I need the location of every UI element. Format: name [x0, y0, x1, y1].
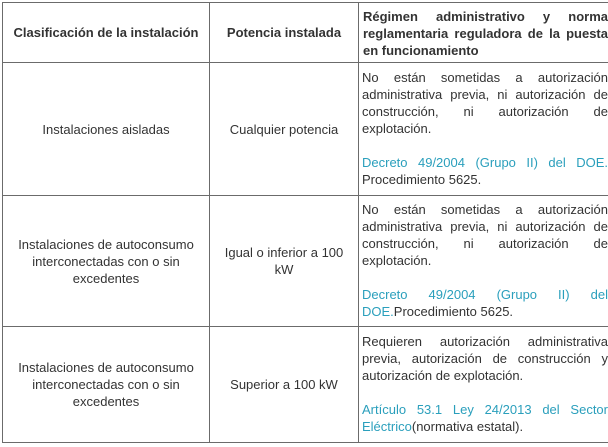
row-norma [362, 401, 608, 435]
row-clasificacion: Instalaciones de autoconsumo interconectadas con o sin excedentes [3, 196, 210, 327]
row-regimen: Requieren autorización administrativa previa, autorización de construcción y autorización de explotación. [362, 333, 608, 383]
norma-text: Procedimiento 5625. [393, 303, 514, 319]
header-potencia: Potencia instalada [210, 3, 359, 63]
row-norma [362, 286, 608, 320]
row-potencia: Cualquier potencia [210, 63, 359, 196]
row-potencia: Igual o inferior a 100 kW [210, 196, 359, 327]
table-row [3, 327, 608, 443]
row-regimen: No están sometidas a autorización administrativa previa, ni autorización de construcción, ni autorización de explotación. [362, 69, 608, 136]
norma-link[interactable]: Artículo 53.1 Ley 24/2013 del Sector Eléctrico [362, 401, 608, 434]
header-clasificacion: Clasificación de la instalación [3, 3, 210, 63]
norma-link[interactable]: Decreto 49/2004 (Grupo II) del DOE. [362, 154, 608, 170]
row-clasificacion: Instalaciones de autoconsumo interconectadas con o sin excedentes [3, 327, 210, 443]
norma-link[interactable]: Decreto 49/2004 (Grupo II) del DOE. [362, 286, 608, 319]
row-regimen-cell [359, 196, 608, 327]
table-row [3, 196, 608, 327]
row-regimen-cell [359, 327, 608, 443]
row-potencia: Superior a 100 kW [210, 327, 359, 443]
norma-text: (normativa estatal). [411, 418, 524, 434]
row-regimen: No están sometidas a autorización administrativa previa, ni autorización de construcción, ni autorización de explotación. [362, 201, 608, 268]
header-regimen: Régimen administrativo y norma reglamentaria reguladora de la puesta en funcionamiento [359, 3, 608, 63]
regulation-table [2, 2, 608, 443]
table-header-row [3, 3, 608, 63]
row-norma [362, 154, 608, 188]
row-clasificacion: Instalaciones aisladas [3, 63, 210, 196]
norma-text: Procedimiento 5625. [362, 171, 482, 187]
table-row [3, 63, 608, 196]
row-regimen-cell [359, 63, 608, 196]
